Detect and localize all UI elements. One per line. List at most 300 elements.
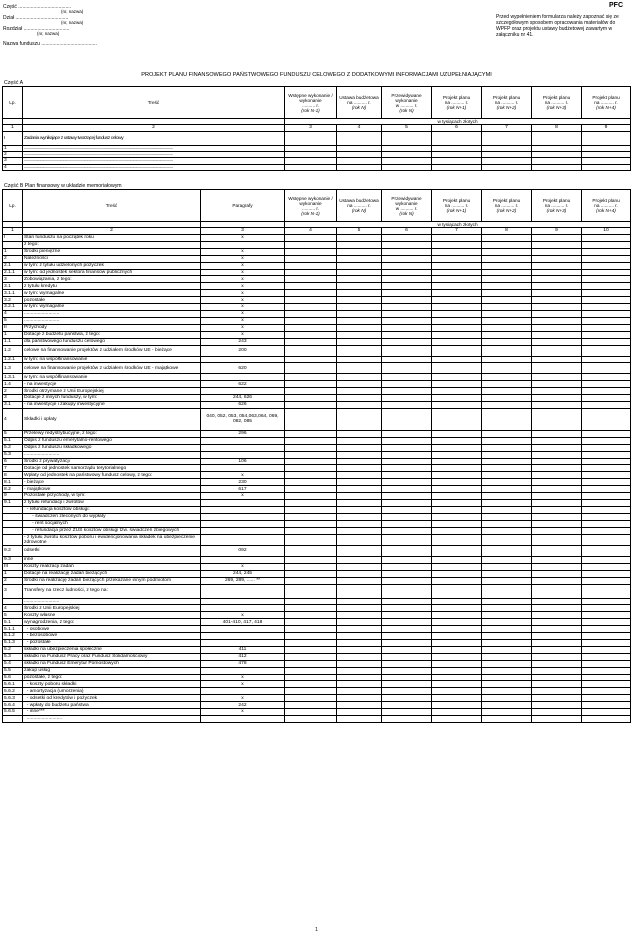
value-cell[interactable] — [532, 563, 582, 570]
value-cell[interactable] — [382, 506, 432, 513]
value-cell[interactable] — [285, 584, 337, 598]
value-cell[interactable] — [532, 395, 582, 402]
value-cell[interactable] — [382, 402, 432, 409]
value-cell[interactable] — [382, 612, 432, 619]
value-cell[interactable] — [482, 563, 532, 570]
value-cell[interactable] — [482, 584, 532, 598]
value-cell[interactable] — [337, 598, 382, 605]
value-cell[interactable] — [285, 520, 337, 527]
value-cell[interactable] — [432, 290, 482, 297]
value-cell[interactable] — [337, 451, 382, 458]
value-cell[interactable] — [532, 283, 582, 290]
value-cell[interactable] — [285, 164, 337, 170]
value-cell[interactable] — [532, 584, 582, 598]
value-cell[interactable] — [582, 500, 631, 507]
value-cell[interactable] — [432, 500, 482, 507]
value-cell[interactable] — [582, 570, 631, 577]
value-cell[interactable] — [432, 324, 482, 331]
value-cell[interactable] — [337, 612, 382, 619]
value-cell[interactable] — [482, 605, 532, 612]
value-cell[interactable] — [532, 633, 582, 640]
value-cell[interactable] — [432, 248, 482, 255]
value-cell[interactable] — [532, 444, 582, 451]
value-cell[interactable] — [432, 667, 482, 674]
value-cell[interactable] — [482, 283, 532, 290]
value-cell[interactable] — [432, 255, 482, 262]
value-cell[interactable] — [582, 534, 631, 545]
value-cell[interactable] — [285, 269, 337, 276]
value-cell[interactable] — [432, 408, 482, 430]
value-cell[interactable] — [382, 619, 432, 626]
value-cell[interactable] — [432, 556, 482, 563]
value-cell[interactable] — [482, 640, 532, 647]
value-cell[interactable] — [482, 520, 532, 527]
value-cell[interactable] — [285, 506, 337, 513]
value-cell[interactable] — [532, 640, 582, 647]
value-cell[interactable] — [482, 653, 532, 660]
value-cell[interactable] — [432, 493, 482, 500]
value-cell[interactable] — [482, 577, 532, 584]
value-cell[interactable] — [337, 493, 382, 500]
value-cell[interactable] — [382, 304, 432, 311]
value-cell[interactable] — [285, 310, 337, 317]
value-cell[interactable] — [532, 388, 582, 395]
value-cell[interactable] — [532, 598, 582, 605]
value-cell[interactable] — [482, 402, 532, 409]
value-cell[interactable] — [382, 444, 432, 451]
value-cell[interactable] — [482, 513, 532, 520]
value-cell[interactable] — [382, 660, 432, 667]
value-cell[interactable] — [382, 269, 432, 276]
value-cell[interactable] — [382, 520, 432, 527]
value-cell[interactable] — [582, 310, 631, 317]
value-cell[interactable] — [432, 715, 482, 722]
value-cell[interactable] — [432, 506, 482, 513]
value-cell[interactable] — [337, 653, 382, 660]
value-cell[interactable] — [582, 430, 631, 437]
value-cell[interactable] — [337, 290, 382, 297]
value-cell[interactable] — [482, 493, 532, 500]
value-cell[interactable] — [432, 132, 482, 146]
value-cell[interactable] — [432, 451, 482, 458]
value-cell[interactable] — [532, 619, 582, 626]
value-cell[interactable] — [482, 241, 532, 248]
value-cell[interactable] — [382, 132, 432, 146]
value-cell[interactable] — [532, 715, 582, 722]
value-cell[interactable] — [285, 500, 337, 507]
value-cell[interactable] — [432, 402, 482, 409]
value-cell[interactable] — [337, 395, 382, 402]
value-cell[interactable] — [337, 331, 382, 338]
value-cell[interactable] — [532, 709, 582, 716]
value-cell[interactable] — [582, 688, 631, 695]
value-cell[interactable] — [582, 304, 631, 311]
value-cell[interactable] — [432, 331, 482, 338]
value-cell[interactable] — [285, 563, 337, 570]
value-cell[interactable] — [482, 612, 532, 619]
value-cell[interactable] — [432, 381, 482, 388]
value-cell[interactable] — [285, 660, 337, 667]
value-cell[interactable] — [482, 486, 532, 493]
value-cell[interactable] — [382, 605, 432, 612]
value-cell[interactable] — [382, 310, 432, 317]
value-cell[interactable] — [337, 458, 382, 465]
value-cell[interactable] — [337, 556, 382, 563]
value-cell[interactable] — [582, 563, 631, 570]
value-cell[interactable] — [432, 527, 482, 534]
value-cell[interactable] — [432, 374, 482, 381]
value-cell[interactable] — [285, 437, 337, 444]
value-cell[interactable] — [432, 262, 482, 269]
value-cell[interactable] — [337, 402, 382, 409]
value-cell[interactable] — [382, 381, 432, 388]
value-cell[interactable] — [482, 534, 532, 545]
value-cell[interactable] — [432, 345, 482, 356]
value-cell[interactable] — [285, 479, 337, 486]
value-cell[interactable] — [382, 570, 432, 577]
value-cell[interactable] — [285, 513, 337, 520]
value-cell[interactable] — [582, 709, 631, 716]
value-cell[interactable] — [382, 556, 432, 563]
value-cell[interactable] — [432, 513, 482, 520]
value-cell[interactable] — [432, 164, 482, 170]
value-cell[interactable] — [337, 646, 382, 653]
value-cell[interactable] — [337, 667, 382, 674]
value-cell[interactable] — [382, 598, 432, 605]
value-cell[interactable] — [582, 506, 631, 513]
value-cell[interactable] — [337, 513, 382, 520]
value-cell[interactable] — [532, 297, 582, 304]
value-cell[interactable] — [482, 570, 532, 577]
value-cell[interactable] — [582, 465, 631, 472]
value-cell[interactable] — [432, 283, 482, 290]
value-cell[interactable] — [582, 605, 631, 612]
value-cell[interactable] — [285, 262, 337, 269]
value-cell[interactable] — [432, 660, 482, 667]
value-cell[interactable] — [482, 269, 532, 276]
value-cell[interactable] — [337, 388, 382, 395]
value-cell[interactable] — [432, 479, 482, 486]
value-cell[interactable] — [582, 667, 631, 674]
value-cell[interactable] — [582, 479, 631, 486]
value-cell[interactable] — [337, 633, 382, 640]
value-cell[interactable] — [432, 276, 482, 283]
value-cell[interactable] — [482, 255, 532, 262]
value-cell[interactable] — [432, 235, 482, 242]
value-cell[interactable] — [432, 619, 482, 626]
value-cell[interactable] — [482, 674, 532, 681]
value-cell[interactable] — [337, 338, 382, 345]
value-cell[interactable] — [532, 248, 582, 255]
value-cell[interactable] — [532, 667, 582, 674]
value-cell[interactable] — [582, 556, 631, 563]
value-cell[interactable] — [432, 702, 482, 709]
value-cell[interactable] — [337, 356, 382, 363]
value-cell[interactable] — [382, 262, 432, 269]
value-cell[interactable] — [432, 297, 482, 304]
value-cell[interactable] — [337, 310, 382, 317]
value-cell[interactable] — [285, 458, 337, 465]
value-cell[interactable] — [337, 430, 382, 437]
value-cell[interactable] — [337, 486, 382, 493]
value-cell[interactable] — [582, 545, 631, 556]
value-cell[interactable] — [532, 310, 582, 317]
value-cell[interactable] — [582, 338, 631, 345]
value-cell[interactable] — [382, 633, 432, 640]
value-cell[interactable] — [337, 709, 382, 716]
value-cell[interactable] — [532, 132, 582, 146]
value-cell[interactable] — [432, 545, 482, 556]
value-cell[interactable] — [482, 338, 532, 345]
value-cell[interactable] — [482, 451, 532, 458]
value-cell[interactable] — [432, 681, 482, 688]
value-cell[interactable] — [582, 715, 631, 722]
value-cell[interactable] — [285, 345, 337, 356]
value-cell[interactable] — [285, 402, 337, 409]
value-cell[interactable] — [482, 430, 532, 437]
value-cell[interactable] — [532, 486, 582, 493]
value-cell[interactable] — [337, 269, 382, 276]
value-cell[interactable] — [482, 276, 532, 283]
value-cell[interactable] — [337, 317, 382, 324]
value-cell[interactable] — [382, 363, 432, 374]
value-cell[interactable] — [532, 695, 582, 702]
value-cell[interactable] — [382, 479, 432, 486]
value-cell[interactable] — [432, 695, 482, 702]
value-cell[interactable] — [482, 545, 532, 556]
value-cell[interactable] — [482, 297, 532, 304]
value-cell[interactable] — [432, 356, 482, 363]
value-cell[interactable] — [432, 486, 482, 493]
value-cell[interactable] — [582, 584, 631, 598]
value-cell[interactable] — [285, 241, 337, 248]
value-cell[interactable] — [285, 324, 337, 331]
value-cell[interactable] — [532, 363, 582, 374]
value-cell[interactable] — [582, 262, 631, 269]
value-cell[interactable] — [532, 345, 582, 356]
value-cell[interactable] — [432, 563, 482, 570]
value-cell[interactable] — [337, 520, 382, 527]
value-cell[interactable] — [432, 317, 482, 324]
value-cell[interactable] — [337, 297, 382, 304]
value-cell[interactable] — [532, 374, 582, 381]
value-cell[interactable] — [482, 395, 532, 402]
value-cell[interactable] — [482, 667, 532, 674]
value-cell[interactable] — [285, 381, 337, 388]
value-cell[interactable] — [382, 695, 432, 702]
value-cell[interactable] — [337, 584, 382, 598]
value-cell[interactable] — [532, 534, 582, 545]
value-cell[interactable] — [337, 681, 382, 688]
value-cell[interactable] — [382, 500, 432, 507]
value-cell[interactable] — [532, 653, 582, 660]
value-cell[interactable] — [382, 534, 432, 545]
value-cell[interactable] — [285, 317, 337, 324]
value-cell[interactable] — [532, 408, 582, 430]
value-cell[interactable] — [482, 132, 532, 146]
value-cell[interactable] — [382, 486, 432, 493]
value-cell[interactable] — [285, 577, 337, 584]
value-cell[interactable] — [582, 374, 631, 381]
value-cell[interactable] — [337, 345, 382, 356]
value-cell[interactable] — [582, 520, 631, 527]
value-cell[interactable] — [432, 363, 482, 374]
value-cell[interactable] — [482, 388, 532, 395]
value-cell[interactable] — [382, 356, 432, 363]
value-cell[interactable] — [532, 674, 582, 681]
value-cell[interactable] — [337, 132, 382, 146]
value-cell[interactable] — [482, 702, 532, 709]
value-cell[interactable] — [482, 248, 532, 255]
value-cell[interactable] — [432, 472, 482, 479]
value-cell[interactable] — [582, 646, 631, 653]
value-cell[interactable] — [382, 527, 432, 534]
value-cell[interactable] — [532, 472, 582, 479]
value-cell[interactable] — [337, 437, 382, 444]
value-cell[interactable] — [582, 444, 631, 451]
value-cell[interactable] — [285, 486, 337, 493]
value-cell[interactable] — [337, 674, 382, 681]
value-cell[interactable] — [482, 695, 532, 702]
value-cell[interactable] — [285, 297, 337, 304]
value-cell[interactable] — [432, 310, 482, 317]
value-cell[interactable] — [532, 605, 582, 612]
value-cell[interactable] — [285, 395, 337, 402]
value-cell[interactable] — [582, 276, 631, 283]
value-cell[interactable] — [432, 688, 482, 695]
value-cell[interactable] — [382, 345, 432, 356]
value-cell[interactable] — [582, 395, 631, 402]
value-cell[interactable] — [482, 444, 532, 451]
value-cell[interactable] — [285, 388, 337, 395]
value-cell[interactable] — [432, 304, 482, 311]
value-cell[interactable] — [482, 304, 532, 311]
value-cell[interactable] — [337, 605, 382, 612]
value-cell[interactable] — [432, 388, 482, 395]
value-cell[interactable] — [582, 577, 631, 584]
value-cell[interactable] — [482, 556, 532, 563]
value-cell[interactable] — [582, 702, 631, 709]
value-cell[interactable] — [337, 283, 382, 290]
value-cell[interactable] — [432, 633, 482, 640]
value-cell[interactable] — [382, 472, 432, 479]
value-cell[interactable] — [337, 164, 382, 170]
value-cell[interactable] — [382, 248, 432, 255]
value-cell[interactable] — [582, 317, 631, 324]
value-cell[interactable] — [285, 633, 337, 640]
value-cell[interactable] — [285, 248, 337, 255]
value-cell[interactable] — [382, 290, 432, 297]
value-cell[interactable] — [582, 408, 631, 430]
value-cell[interactable] — [532, 381, 582, 388]
value-cell[interactable] — [382, 709, 432, 716]
value-cell[interactable] — [482, 408, 532, 430]
value-cell[interactable] — [432, 612, 482, 619]
value-cell[interactable] — [532, 262, 582, 269]
value-cell[interactable] — [432, 534, 482, 545]
value-cell[interactable] — [382, 395, 432, 402]
value-cell[interactable] — [532, 479, 582, 486]
value-cell[interactable] — [337, 527, 382, 534]
value-cell[interactable] — [532, 527, 582, 534]
value-cell[interactable] — [382, 584, 432, 598]
value-cell[interactable] — [382, 317, 432, 324]
value-cell[interactable] — [432, 269, 482, 276]
value-cell[interactable] — [382, 626, 432, 633]
value-cell[interactable] — [337, 506, 382, 513]
value-cell[interactable] — [482, 363, 532, 374]
value-cell[interactable] — [382, 640, 432, 647]
value-cell[interactable] — [582, 674, 631, 681]
value-cell[interactable] — [285, 688, 337, 695]
value-cell[interactable] — [482, 688, 532, 695]
value-cell[interactable] — [432, 605, 482, 612]
value-cell[interactable] — [482, 381, 532, 388]
value-cell[interactable] — [285, 472, 337, 479]
value-cell[interactable] — [285, 451, 337, 458]
value-cell[interactable] — [582, 388, 631, 395]
value-cell[interactable] — [382, 646, 432, 653]
value-cell[interactable] — [482, 646, 532, 653]
value-cell[interactable] — [482, 633, 532, 640]
value-cell[interactable] — [532, 430, 582, 437]
value-cell[interactable] — [582, 640, 631, 647]
value-cell[interactable] — [532, 269, 582, 276]
value-cell[interactable] — [532, 506, 582, 513]
value-cell[interactable] — [582, 513, 631, 520]
value-cell[interactable] — [337, 465, 382, 472]
value-cell[interactable] — [432, 437, 482, 444]
value-cell[interactable] — [285, 465, 337, 472]
value-cell[interactable] — [582, 235, 631, 242]
value-cell[interactable] — [432, 395, 482, 402]
value-cell[interactable] — [582, 619, 631, 626]
value-cell[interactable] — [337, 363, 382, 374]
value-cell[interactable] — [337, 255, 382, 262]
value-cell[interactable] — [532, 545, 582, 556]
value-cell[interactable] — [582, 132, 631, 146]
value-cell[interactable] — [285, 612, 337, 619]
value-cell[interactable] — [482, 500, 532, 507]
value-cell[interactable] — [285, 444, 337, 451]
value-cell[interactable] — [432, 646, 482, 653]
value-cell[interactable] — [285, 605, 337, 612]
value-cell[interactable] — [382, 667, 432, 674]
value-cell[interactable] — [337, 500, 382, 507]
value-cell[interactable] — [582, 493, 631, 500]
value-cell[interactable] — [432, 430, 482, 437]
value-cell[interactable] — [337, 619, 382, 626]
value-cell[interactable] — [337, 715, 382, 722]
value-cell[interactable] — [582, 472, 631, 479]
value-cell[interactable] — [285, 527, 337, 534]
value-cell[interactable] — [285, 283, 337, 290]
value-cell[interactable] — [482, 235, 532, 242]
value-cell[interactable] — [285, 356, 337, 363]
value-cell[interactable] — [532, 451, 582, 458]
value-cell[interactable] — [337, 444, 382, 451]
value-cell[interactable] — [337, 304, 382, 311]
value-cell[interactable] — [337, 626, 382, 633]
value-cell[interactable] — [532, 500, 582, 507]
value-cell[interactable] — [285, 430, 337, 437]
value-cell[interactable] — [337, 577, 382, 584]
value-cell[interactable] — [482, 345, 532, 356]
value-cell[interactable] — [382, 437, 432, 444]
value-cell[interactable] — [482, 619, 532, 626]
value-cell[interactable] — [482, 310, 532, 317]
value-cell[interactable] — [285, 408, 337, 430]
